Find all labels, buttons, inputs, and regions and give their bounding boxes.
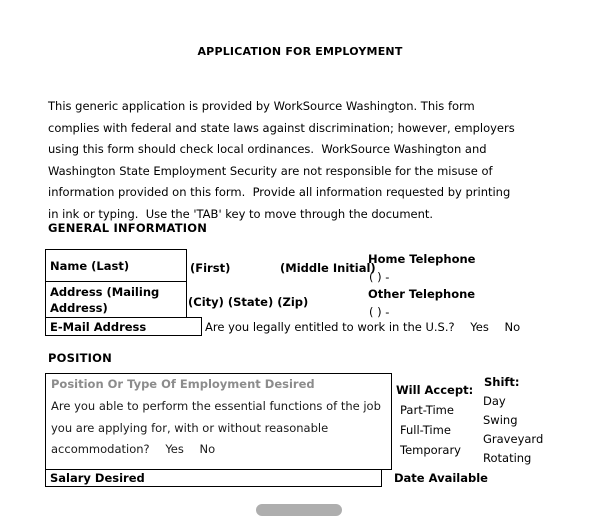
position-heading: POSITION xyxy=(48,351,112,365)
salary-desired-field[interactable] xyxy=(45,469,382,487)
will-accept-option-temporary[interactable]: Temporary xyxy=(400,443,461,457)
address-field[interactable] xyxy=(45,281,187,318)
first-name-label: (First) xyxy=(190,261,231,275)
name-last-field[interactable] xyxy=(45,249,187,282)
legal-yes-option[interactable]: Yes xyxy=(470,320,489,334)
will-accept-option-part-time[interactable]: Part-Time xyxy=(400,403,454,417)
legal-no-option[interactable]: No xyxy=(504,320,521,334)
position-desired-field[interactable] xyxy=(45,373,392,470)
email-field[interactable] xyxy=(45,317,202,336)
legal-to-work-line xyxy=(205,320,520,334)
shift-option-graveyard[interactable]: Graveyard xyxy=(483,432,544,446)
home-telephone-field[interactable]: ( ) - xyxy=(369,270,390,284)
essential-functions-question: Are you able to perform the essential functions of the job you are applying for, with or without reasonable accommodation? xyxy=(51,399,381,456)
will-accept-option-full-time[interactable]: Full-Time xyxy=(400,423,451,437)
other-telephone-label: Other Telephone xyxy=(368,287,476,301)
general-information-heading: GENERAL INFORMATION xyxy=(48,221,208,235)
horizontal-scrollbar-thumb[interactable] xyxy=(256,504,342,516)
essential-functions-no-option[interactable]: No xyxy=(199,442,216,456)
shift-option-rotating[interactable]: Rotating xyxy=(483,451,532,465)
email-label: E-Mail Address xyxy=(50,319,147,334)
legal-to-work-question: Are you legally entitled to work in the U.S.? xyxy=(205,320,455,334)
other-telephone-field[interactable]: ( ) - xyxy=(369,305,390,319)
intro-paragraph: This generic application is provided by WorkSource Washington. This form complies with federal and state laws against discrimination; however, employers using this form should check local ordinances. WorkSource Washington and Washington State Employment Security are not responsible for the misuse of information provided on this form. Provide all information requested by printing in ink or typing. Use the 'TAB' key to move through the document. xyxy=(48,99,519,221)
home-telephone-label: Home Telephone xyxy=(368,252,476,266)
name-last-label: Name (Last) xyxy=(50,258,130,273)
position-desired-placeholder[interactable]: Position Or Type Of Employment Desired xyxy=(51,377,315,391)
shift-option-swing[interactable]: Swing xyxy=(483,413,518,427)
shift-label: Shift: xyxy=(484,375,520,389)
essential-functions-yes-option[interactable]: Yes xyxy=(165,442,184,456)
salary-desired-label: Salary Desired xyxy=(50,471,145,485)
essential-functions-line xyxy=(51,396,387,461)
city-state-zip-label: (City) (State) (Zip) xyxy=(188,295,309,309)
date-available-label: Date Available xyxy=(394,471,488,485)
address-label: Address (Mailing Address) xyxy=(50,284,160,315)
will-accept-label: Will Accept: xyxy=(396,383,474,397)
middle-initial-label: (Middle Initial) xyxy=(280,261,376,275)
document-title: APPLICATION FOR EMPLOYMENT xyxy=(197,45,403,58)
shift-option-day[interactable]: Day xyxy=(483,394,506,408)
